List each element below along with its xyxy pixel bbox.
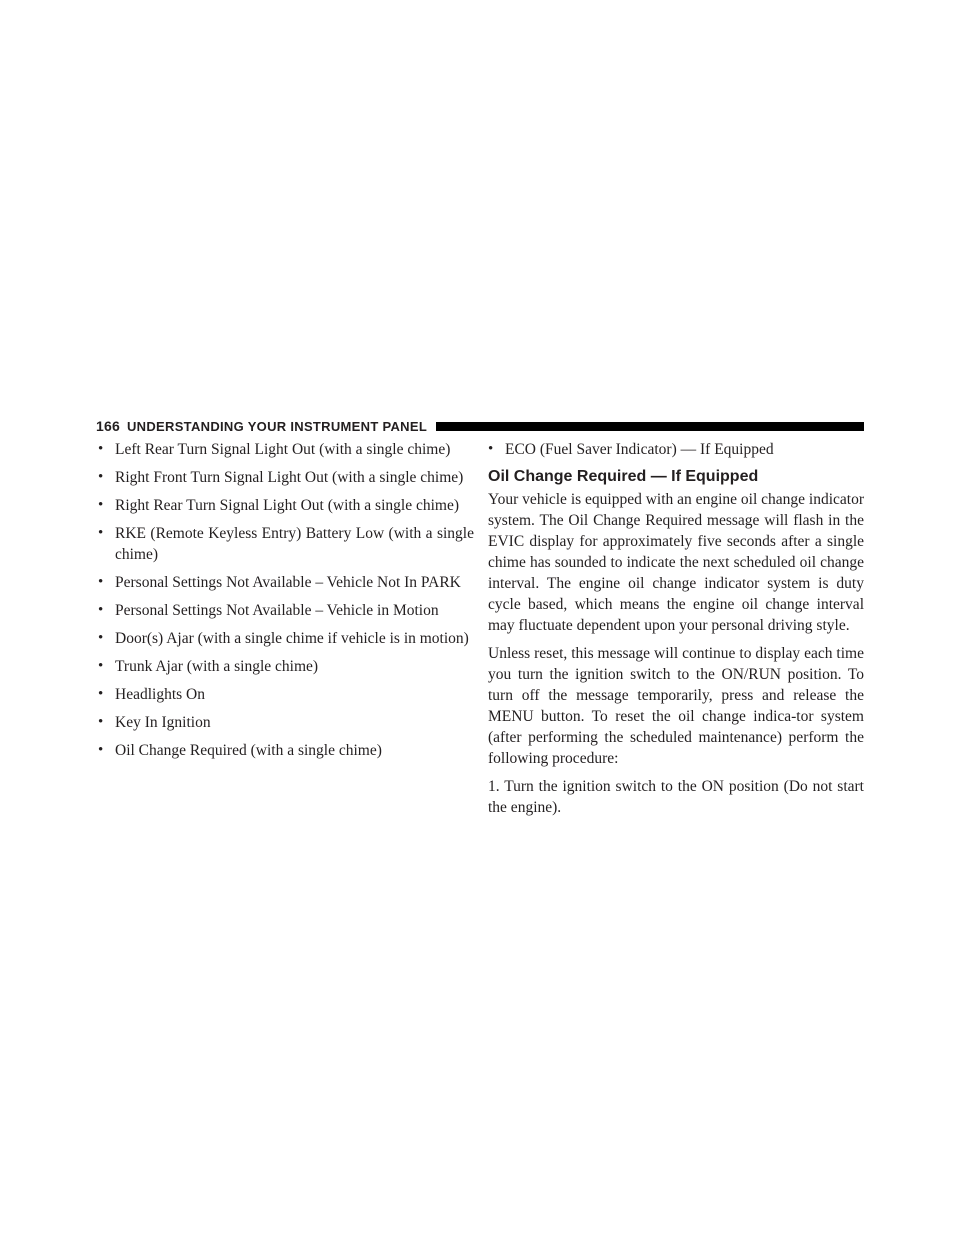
page-number: 166 <box>96 418 120 434</box>
section-heading: Oil Change Required — If Equipped <box>488 468 759 485</box>
left-column <box>98 439 474 768</box>
bullet-icon: • <box>98 742 104 758</box>
right-column <box>488 439 864 825</box>
list-item: • Door(s) Ajar (with a single chime if vehicle is in motion) <box>98 630 469 647</box>
list-item: • Personal Settings Not Available – Vehicle in Motion <box>98 602 439 619</box>
body-paragraph: Your vehicle is equipped with an engine oil change indicator system. The Oil Change Required message will flash in the EVIC display for approximately five seconds after a single chime has sounded to indicate the next scheduled oil change interval. The engine oil change indicator system is duty cycle based, which means the engine oil change interval may fluctuate dependent upon your personal driving style. <box>488 491 864 634</box>
bullet-icon: • <box>488 441 494 457</box>
body-paragraph: Unless reset, this message will continue to display each time you turn the ignition switch to the ON/RUN position. To turn off the message temporarily, press and release the MENU button. To reset the oil change indica-tor system (after performing the scheduled maintenance) perform the following procedure: <box>488 645 864 767</box>
bullet-icon: • <box>98 574 104 590</box>
bullet-icon: • <box>98 602 104 618</box>
page-header <box>96 419 864 433</box>
right-bullet-list <box>488 439 864 460</box>
bullet-icon: • <box>98 714 104 730</box>
list-item: • Key In Ignition <box>98 714 211 731</box>
list-item: • Trunk Ajar (with a single chime) <box>98 658 319 675</box>
bullet-icon: • <box>98 630 104 646</box>
bullet-icon: • <box>98 497 104 513</box>
bullet-icon: • <box>98 686 104 702</box>
list-item: • Right Front Turn Signal Light Out (with a single chime) <box>98 469 464 486</box>
procedure-step: 1. Turn the ignition switch to the ON position (Do not start the engine). <box>488 778 864 816</box>
list-item: • RKE (Remote Keyless Entry) Battery Low (with a single chime) <box>98 525 474 563</box>
list-item: • ECO (Fuel Saver Indicator) — If Equipped <box>488 441 774 458</box>
bullet-icon: • <box>98 525 104 541</box>
list-item: • Left Rear Turn Signal Light Out (with a single chime) <box>98 441 451 458</box>
header-rule <box>436 422 864 431</box>
list-item: • Right Rear Turn Signal Light Out (with a single chime) <box>98 497 459 514</box>
left-bullet-list <box>98 439 474 761</box>
bullet-icon: • <box>98 658 104 674</box>
section-title: UNDERSTANDING YOUR INSTRUMENT PANEL <box>126 418 428 434</box>
list-item: • Oil Change Required (with a single chime) <box>98 742 382 759</box>
bullet-icon: • <box>98 441 104 457</box>
bullet-icon: • <box>98 469 104 485</box>
list-item: • Personal Settings Not Available – Vehicle Not In PARK <box>98 574 461 591</box>
list-item: • Headlights On <box>98 686 205 703</box>
